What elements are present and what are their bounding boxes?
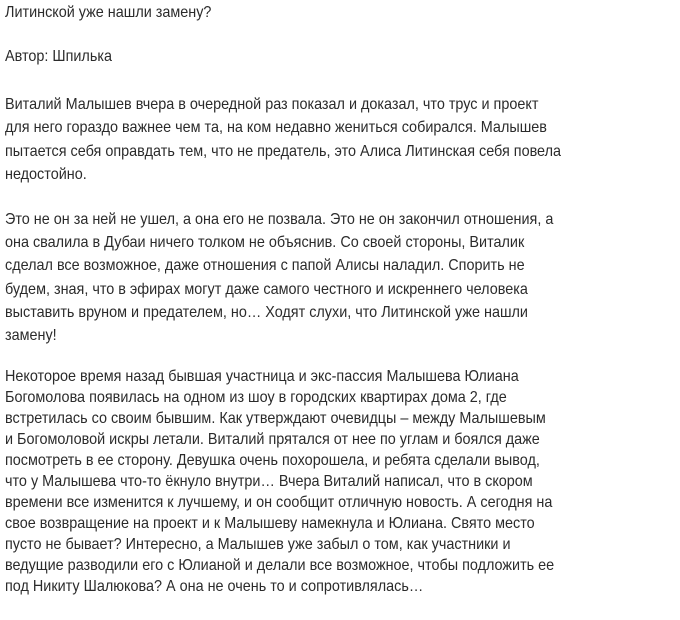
paragraph-line: под Никиту Шалюкова? А она не очень то и сопротивлялась… — [5, 578, 424, 595]
paragraph-1 — [5, 93, 561, 186]
paragraph-line: пусто не бывает? Интересно, а Малышев уже забыл о том, как участники и — [5, 536, 511, 553]
paragraph-line: для него гораздо важнее чем та, на ком недавно жениться собирался. Малышев — [5, 119, 547, 137]
paragraph-line: Виталий Малышев вчера в очередной раз показал и доказал, что трус и проект — [5, 96, 539, 113]
paragraph-line: что у Малышева что-то ёкнуло внутри… Вчера Виталий написал, что в скором — [5, 473, 533, 490]
paragraph-line: сделал все возможное, даже отношения с папой Алисы наладил. Спорить не — [5, 257, 525, 275]
paragraph-line: недостойно. — [5, 165, 87, 183]
paragraph-line: выставить вруном и предателем, но… Ходят слухи, что Литинской уже нашли — [5, 303, 528, 321]
article-author — [5, 47, 112, 67]
paragraph-2 — [5, 208, 553, 347]
paragraph-line: Это не он за ней не ушел, а она его не позвала. Это не он закончил отношения, а — [5, 211, 554, 228]
paragraph-line: Некоторое время назад бывшая участница и экс-пассия Малышева Юлиана — [5, 368, 519, 385]
paragraph-line: и Богомоловой искры летали. Виталий прятался от нее по углам и боялся даже — [5, 431, 540, 448]
article-title-text: Литинской уже нашли замену? — [5, 4, 212, 21]
paragraph-line: времени все изменится к лучшему, и он сообщит отличную новость. А сегодня на — [5, 494, 553, 511]
article-title — [5, 3, 211, 23]
paragraph-line: будем, зная, что в эфирах могут даже самого честного и искреннего человека — [5, 280, 528, 298]
paragraph-line: пытается себя оправдать тем, что не предатель, это Алиса Литинская себя повела — [5, 142, 562, 160]
paragraph-line: ведущие разводили его с Юлианой и делали все возможное, чтобы подложить ее — [5, 557, 555, 574]
paragraph-line: она свалила в Дубаи ничего толком не объяснив. Со своей стороны, Виталик — [5, 234, 525, 252]
paragraph-line: встретилась со своим бывшим. Как утверждают очевидцы – между Малышевым — [5, 410, 546, 427]
article-author-text: Автор: Шпилька — [5, 48, 112, 65]
paragraph-line: Богомолова появилась на одном из шоу в городских квартирах дома 2, где — [5, 389, 507, 406]
paragraph-3 — [5, 366, 554, 597]
paragraph-line: замену! — [5, 327, 57, 345]
paragraph-line: посмотреть в ее сторону. Девушка очень похорошела, и ребята сделали вывод, — [5, 452, 540, 469]
paragraph-line: свое возвращение на проект и к Малышеву намекнула и Юлиана. Свято место — [5, 515, 535, 532]
